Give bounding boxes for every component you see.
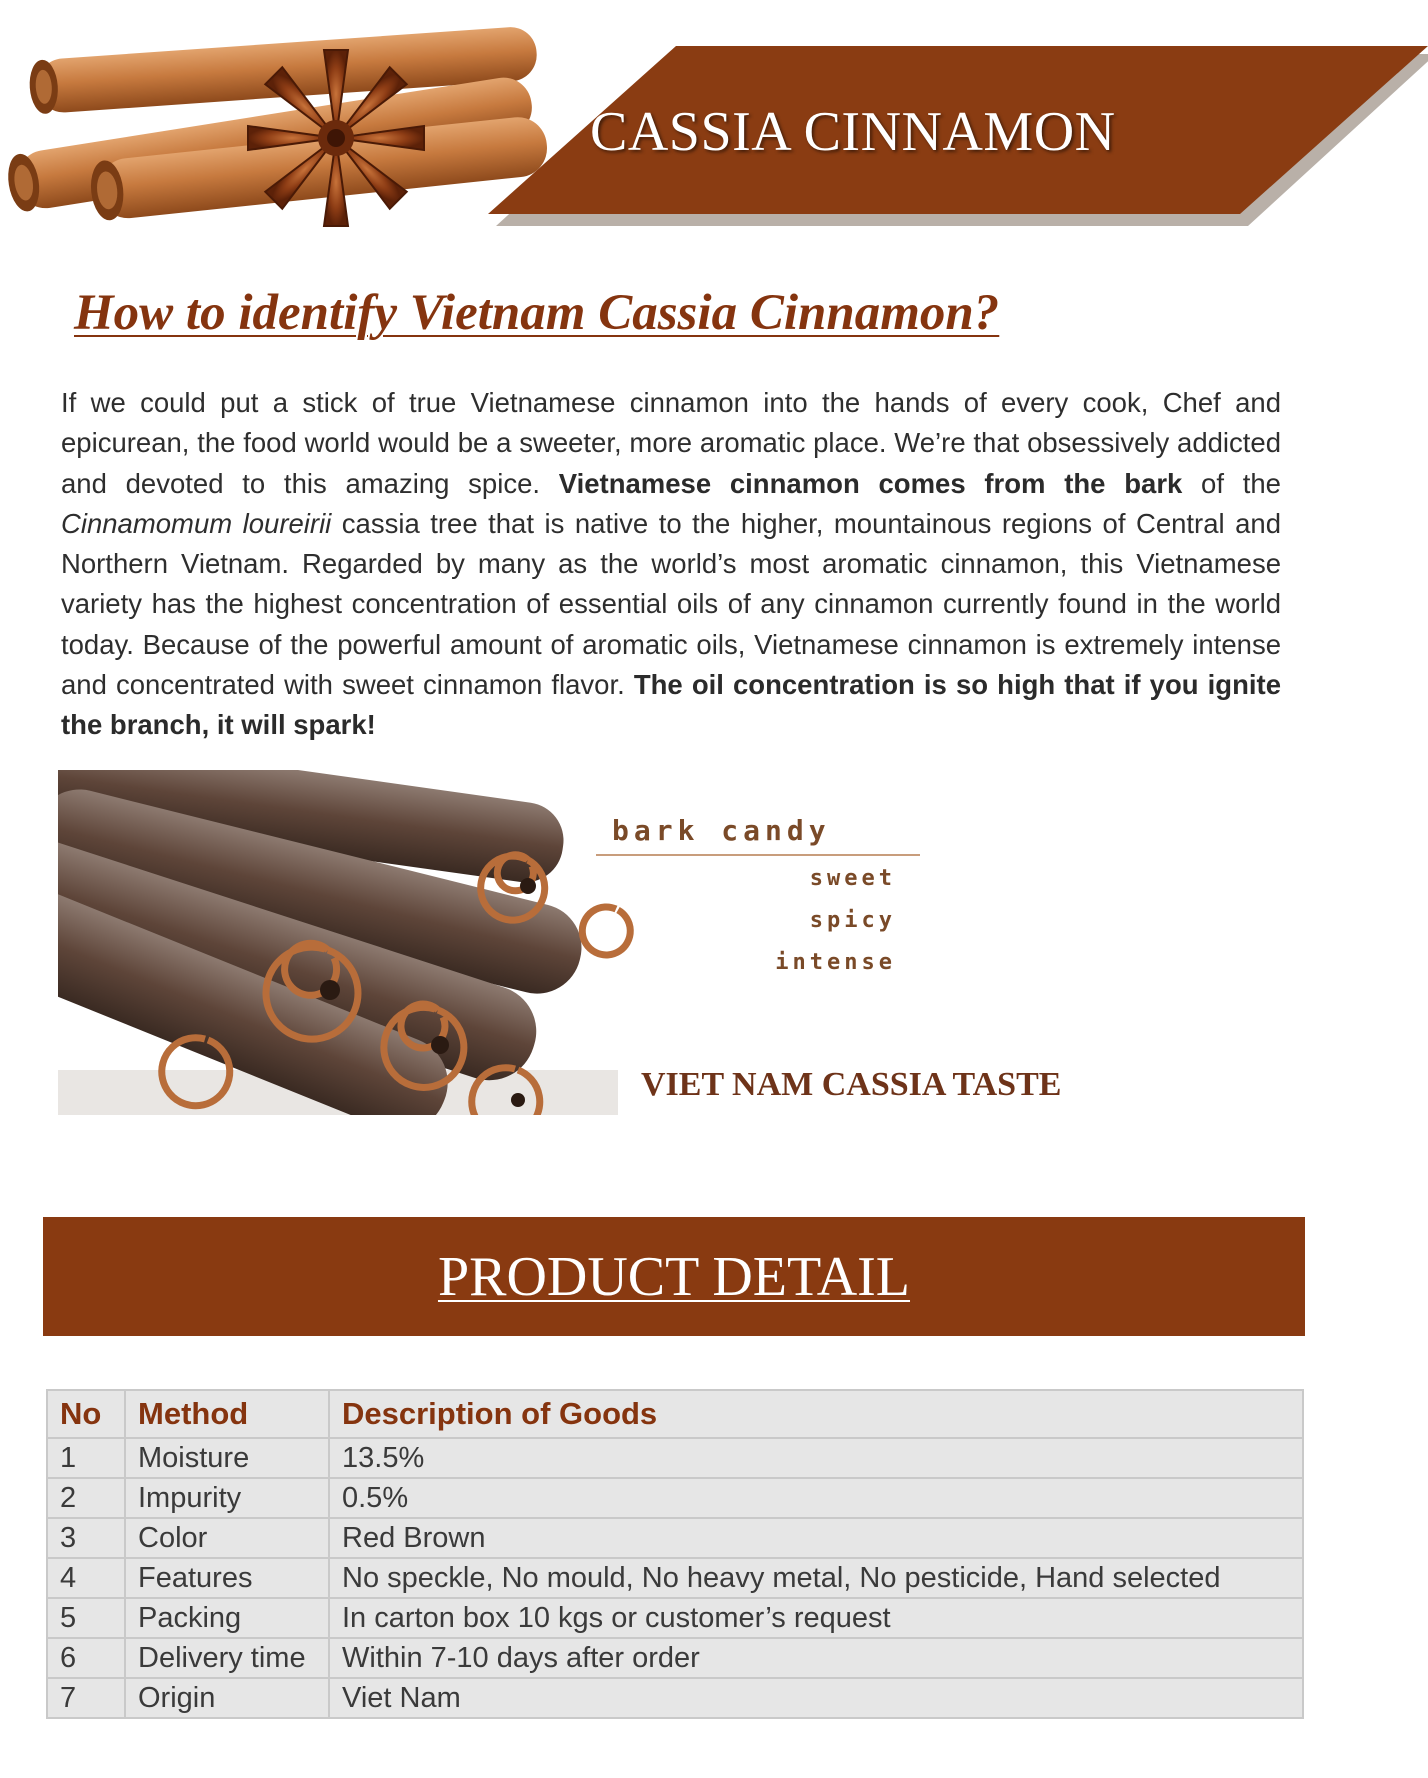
cell-description: In carton box 10 kgs or customer’s request	[329, 1598, 1303, 1638]
cell-description: No speckle, No mould, No heavy metal, No pesticide, Hand selected	[329, 1558, 1303, 1598]
column-header-no: No	[47, 1390, 125, 1438]
intro-italic-species: Cinnamomum loureirii	[61, 507, 332, 539]
section-heading: How to identify Vietnam Cassia Cinnamon?	[74, 285, 1000, 341]
cell-description: Viet Nam	[329, 1678, 1303, 1718]
cell-method: Features	[125, 1558, 329, 1598]
intro-text-2: of the	[1182, 467, 1281, 499]
cell-method: Moisture	[125, 1438, 329, 1478]
product-detail-table	[46, 1389, 1304, 1719]
table-row	[47, 1518, 1303, 1558]
table-row	[47, 1438, 1303, 1478]
intro-bold-2: The oil concentration is so high that if you ignite the branch, it will spark!	[61, 669, 1281, 741]
cell-method: Delivery time	[125, 1638, 329, 1678]
table-row	[47, 1678, 1303, 1718]
cell-no: 3	[47, 1518, 125, 1558]
page-title: CASSIA CINNAMON	[590, 101, 1116, 163]
cell-no: 4	[47, 1558, 125, 1598]
intro-bold-1: Vietnamese cinnamon comes from the bark	[558, 467, 1183, 499]
table-header-row	[47, 1390, 1303, 1438]
taste-subtitle: VIET NAM CASSIA TASTE	[641, 1066, 1062, 1103]
taste-divider	[596, 854, 920, 856]
cell-no: 5	[47, 1598, 125, 1638]
product-detail-banner	[43, 1217, 1305, 1336]
column-header-description: Description of Goods	[329, 1390, 1303, 1438]
taste-main: bark candy	[612, 814, 831, 847]
intro-text-1: If we could put a stick of true Vietnamese cinnamon into the hands of every cook, Chef and epicurean, the food world would be a sweeter, more aromatic place. We’re that obsessively addicted and devoted to this amazing spice.	[61, 387, 1281, 499]
cell-no: 2	[47, 1478, 125, 1518]
cell-description: Red Brown	[329, 1518, 1303, 1558]
table-row	[47, 1558, 1303, 1598]
table-row	[47, 1598, 1303, 1638]
table-row	[47, 1478, 1303, 1518]
intro-paragraph	[61, 383, 1281, 746]
table-row	[47, 1638, 1303, 1678]
cell-description: Within 7-10 days after order	[329, 1638, 1303, 1678]
taste-line-intense: intense	[775, 950, 896, 975]
cell-no: 1	[47, 1438, 125, 1478]
taste-line-sweet: sweet	[809, 866, 896, 891]
cell-description: 13.5%	[329, 1438, 1303, 1478]
cell-no: 6	[47, 1638, 125, 1678]
cell-no: 7	[47, 1678, 125, 1718]
cell-description: 0.5%	[329, 1478, 1303, 1518]
cell-method: Origin	[125, 1678, 329, 1718]
column-header-method: Method	[125, 1390, 329, 1438]
cell-method: Impurity	[125, 1478, 329, 1518]
cell-method: Packing	[125, 1598, 329, 1638]
product-detail-title: PRODUCT DETAIL	[437, 1246, 911, 1308]
cell-method: Color	[125, 1518, 329, 1558]
taste-line-spicy: spicy	[809, 908, 896, 933]
intro-text-3: cassia tree that is native to the higher, mountainous regions of Central and Northern Vietnam. Regarded by many as the world’s most aromatic cinnamon, this Vietnamese variety has the highest concentration of essential oils of any cinnamon currently found in the world today. Because of the powerful amount of aromatic oils, Vietnamese cinnamon is extremely intense and concentrated with sweet cinnamon flavor.	[61, 507, 1281, 701]
